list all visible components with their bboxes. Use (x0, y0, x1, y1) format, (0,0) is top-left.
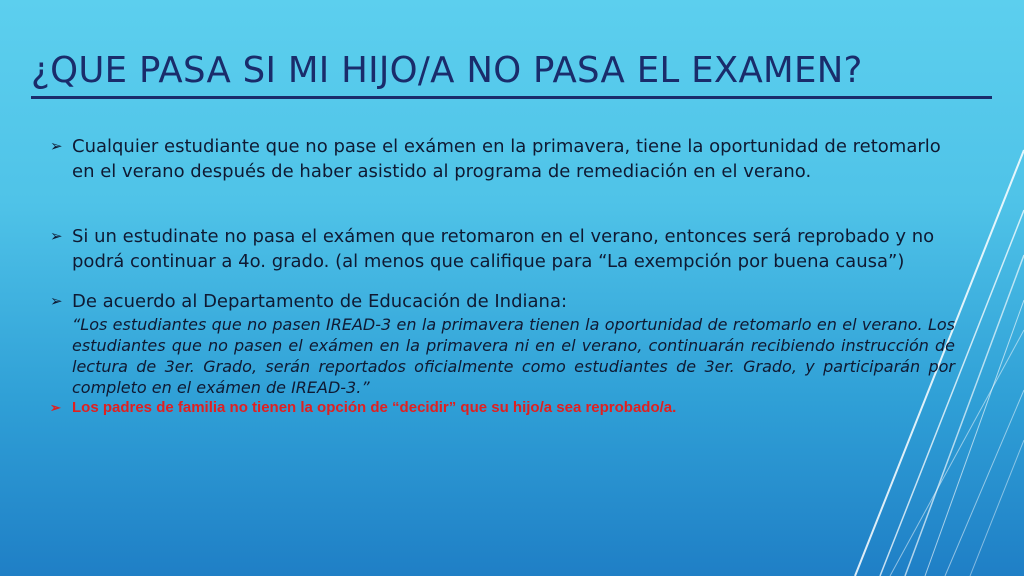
arrow-bullet-icon: ➢ (50, 137, 63, 155)
arrow-bullet-icon: ➢ (50, 400, 61, 415)
bullet-item (50, 224, 955, 274)
warning-text: Los padres de familia no tienen la opción de “decidir” que su hijo/a sea reprobado/a. (72, 399, 677, 416)
bullet-text: De acuerdo al Departamento de Educación de Indiana: (72, 291, 568, 312)
title-underline (31, 96, 992, 99)
slide-title: ¿QUE PASA SI MI HIJO/A NO PASA EL EXAMEN? (31, 50, 863, 91)
bullet-item (50, 134, 955, 184)
parent-warning (50, 398, 955, 418)
doe-quote: “Los estudiantes que no pasen IREAD-3 en la primavera tienen la oportunidad de retomarlo en el verano. Los estudiantes que no pasen el exámen en la primavera ni en el verano, continuarán recibiendo instrucción de lectura de 3er. Grado, serán reportados oficialmente como estudiantes de 3er. Grado, y participarán por completo en el exámen de IREAD-3.” (72, 315, 955, 397)
bullet-item (50, 289, 955, 314)
bullet-text: Cualquier estudiante que no pase el exámen en la primavera, tiene la oportunidad de retomarlo en el verano después de haber asistido al programa de remediación en el verano. (72, 136, 941, 182)
slide-body (50, 134, 955, 418)
bullet-text: Si un estudinate no pasa el exámen que retomaron en el verano, entonces será reprobado y no podrá continuar a 4o. grado. (al menos que califique para “La exempción por buena causa”) (72, 226, 935, 272)
arrow-bullet-icon: ➢ (50, 227, 63, 245)
arrow-bullet-icon: ➢ (50, 292, 63, 310)
